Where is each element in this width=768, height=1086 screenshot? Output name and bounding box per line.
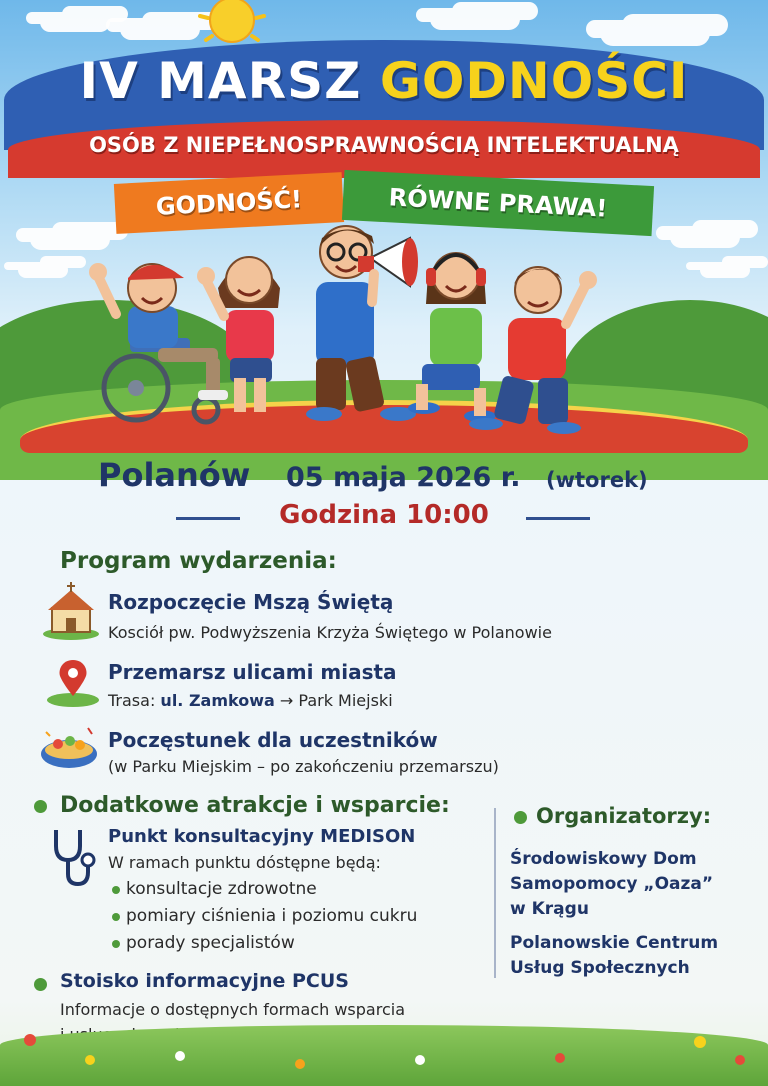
section-bullet: [514, 811, 527, 824]
kid-leader-megaphone: [306, 226, 418, 421]
program-item-text: Kosciół pw. Podwyższenia Krzyża Świętego w Polanowie: [108, 623, 552, 642]
organizer-pcus: [510, 931, 718, 981]
medison-item: porady specjalistów: [126, 933, 295, 953]
food-bowl-icon: [38, 724, 100, 776]
church-icon: [42, 582, 100, 640]
marching-kids-illustration: [88, 218, 618, 438]
ribbon-rowne-prawa: RÓWNE PRAWA!: [342, 170, 654, 236]
flowers-decoration: [0, 1020, 768, 1086]
event-date: 05 maja 2026 r.: [286, 462, 521, 493]
organizer-line: Środowiskowy Dom: [510, 849, 697, 869]
route-prefix: Trasa:: [108, 691, 161, 710]
hour-divider-right: [526, 517, 590, 520]
stethoscope-icon: [48, 828, 96, 890]
list-bullet: [112, 886, 120, 894]
cloud-decoration: [120, 18, 200, 40]
cloud-decoration: [670, 226, 740, 248]
section-bullet: [34, 978, 47, 991]
organizer-osrodek: [510, 847, 713, 922]
kid-girl-green: [408, 253, 496, 422]
poster-subtitle: OSÓB Z NIEPEŁNOSPRAWNOŚCIĄ INTELEKTUALNĄ: [89, 133, 679, 157]
pcus-text: Informacje o dostępnych formach wsparcia: [60, 1000, 405, 1019]
organizer-line: Samopomocy „Oaza”: [510, 874, 714, 894]
route-arrow: →: [279, 691, 294, 710]
title-part-yellow: GODNOŚCI: [379, 52, 689, 110]
list-bullet: [112, 940, 120, 948]
program-item-title: Poczęstunek dla uczestników: [108, 728, 438, 752]
pcus-title: Stoisko informacyjne PCUS: [60, 970, 349, 992]
section-bullet: [34, 800, 47, 813]
medison-item: konsultacje zdrowotne: [126, 879, 317, 899]
event-place: Polanów: [98, 456, 251, 494]
organizer-line: Usług Społecznych: [510, 958, 690, 978]
event-weekday: (wtorek): [546, 468, 648, 492]
ribbon-godnosc: GODNOŚĆ!: [114, 172, 344, 234]
medison-intro: W ramach punktu dóstępne będą:: [108, 853, 381, 872]
map-pin-icon: [46, 656, 100, 708]
list-bullet: [112, 913, 120, 921]
route-text: [108, 691, 393, 710]
program-item-text: (w Parku Miejskim – po zakończeniu przemarszu): [108, 757, 499, 776]
title-part-white: IV MARSZ: [79, 52, 380, 110]
route-start: ul. Zamkowa: [160, 691, 275, 710]
program-heading: Program wydarzenia:: [60, 548, 337, 574]
event-hour: Godzina 10:00: [279, 500, 489, 530]
extras-heading: Dodatkowe atrakcje i wsparcie:: [60, 793, 450, 818]
cloud-decoration: [40, 12, 110, 32]
organizers-heading: Organizatorzy:: [536, 804, 712, 828]
poster-title: [0, 52, 768, 110]
organizer-line: w Krągu: [510, 899, 589, 919]
cloud-decoration: [430, 8, 520, 30]
program-item-title: Rozpoczęcie Mszą Świętą: [108, 590, 394, 614]
organizer-line: Polanowskie Centrum: [510, 933, 719, 953]
cloud-decoration: [18, 262, 68, 278]
cloud-decoration: [600, 20, 710, 46]
cloud-decoration: [700, 262, 750, 278]
route-end: Park Miejski: [293, 691, 393, 710]
medison-item: pomiary ciśnienia i poziomu cukru: [126, 906, 418, 926]
program-item-title: Przemarsz ulicami miasta: [108, 660, 397, 684]
kid-boy-red: [469, 267, 597, 434]
organizers-divider: [494, 808, 496, 978]
medison-title: Punkt konsultacyjny MEDISON: [108, 826, 416, 847]
